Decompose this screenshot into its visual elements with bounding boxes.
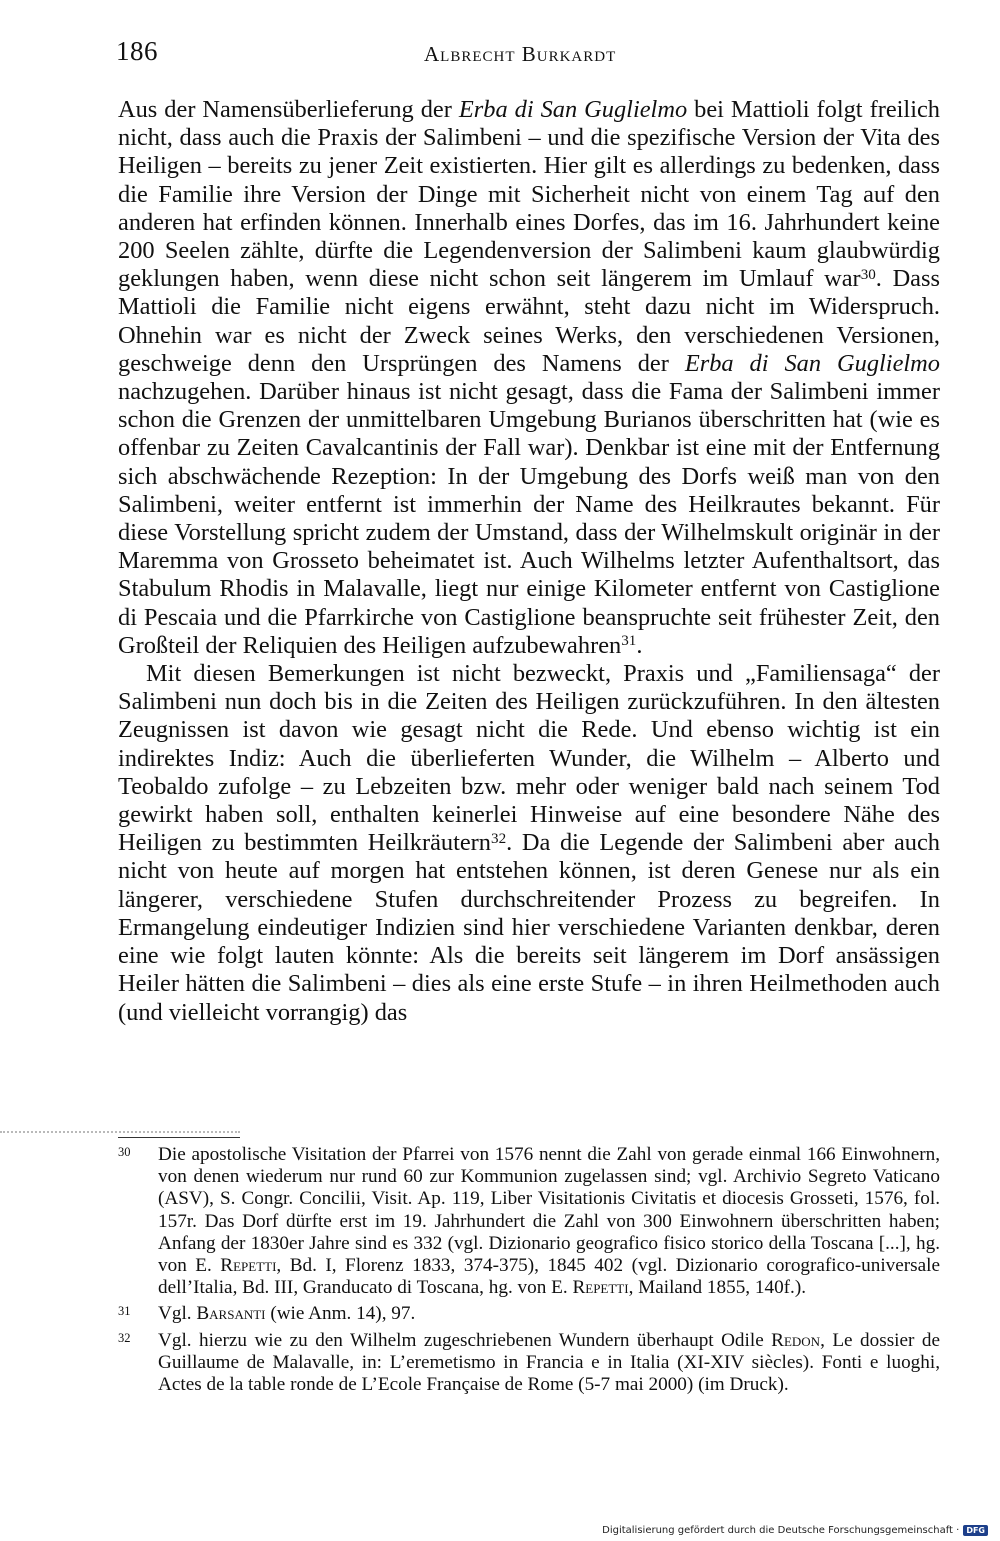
paragraph: [118, 660, 940, 1027]
footnote-marker: 31: [621, 633, 637, 650]
footnote: [118, 1303, 940, 1325]
text-run: .: [636, 631, 643, 659]
running-head-author: Albrecht Burkardt: [424, 42, 617, 66]
text-run: Die apostolische Visitation der Pfarrei von 1576 nennt die Zahl von gerade einmal 166 Einwohnern, von denen wiederum nur rund 60 zur Kommunion zugelassen sind; vgl. Archivio Segreto Vaticano (ASV), S. Congr. Concilii, Visit. Ap. 119, Liber Visitationis Civitatis et diocesis Grosseti, 1576, fol. 157r. Das Dorf dürfte erst im 19. Jahrhundert die Zahl von 300 Einwohnern überschritten haben; Anfang der 1830er Jahre sind es 332 (vgl. Dizionario geografico fisico storico della Toscana [...], hg. von E.: [158, 1144, 940, 1277]
text-run: (wie Anm. 14), 97.: [265, 1303, 416, 1325]
page-header: [114, 28, 940, 68]
italic-title: Erba di San Guglielmo: [684, 349, 940, 377]
text-run: nachzugehen. Darüber hinaus ist nicht gesagt, dass die Fama der Salimbeni immer schon die Grenzen der unmittelbaren Umgebung Burianos überschritten hat (wie es offenbar zu Zeiten Cavalcantinis der Fall war). Denkbar ist eine mit der Entfernung sich abschwächende Rezeption: In der Umgebung des Dorfs weiß man von den Salimbeni, weiter entfernt ist immerhin der Name des Heilkrautes bekannt. Für diese Vorstellung spricht zudem der Umstand, dass der Wilhelmskult originär in der Maremma von Grosseto beheimatet ist. Auch Wilhelms letzter Aufenthaltsort, das Stabulum Rhodis in Malavalle, liegt nur einige Kilometer entfernt von Castiglione di Pescaia und die Pfarrkirche von Castiglione beanspruchte seit frühester Zeit, den Großteil der Reliquien des Heiligen aufzubewahren: [118, 378, 940, 659]
footnote: [118, 1330, 940, 1397]
author-name: Barsanti: [196, 1303, 266, 1325]
text-run: , Bd. I, Florenz 1833, 374-375), 1845 402 (vgl. Dizionario corografico-universale dell’Italia, Bd. III, Granducato di Toscana, hg. von E.: [158, 1255, 940, 1299]
dfg-logo-icon: DFG: [963, 1525, 988, 1536]
text-run: . Dass Mattioli die Familie nicht eigens erwähnt, steht dazu nicht im Widerspruch. Ohnehin war es nicht der Zweck seines Werks, den verschiedenen Versionen, geschweige denn den Ursprüngen des Namens der: [118, 265, 940, 377]
text-run: Mit diesen Bemerkungen ist nicht bezweckt, Praxis und „Familiensaga“ der Salimbeni nun doch bis in die Zeiten des Heiligen zurückzuführen. In den ältesten Zeugnissen ist davon wie gesagt nicht die Rede. Und ebenso wichtig ist ein indirektes Indiz: Auch die überlieferten Wunder, die Wilhelm – Alberto und Teobaldo zufolge – zu Lebzeiten bzw. mehr oder weniger bald nach seinem Tod gewirkt haben soll, enthalten keinerlei Hinweise auf eine besondere Nähe des Heiligen zu bestimmten Heilkräutern: [118, 660, 940, 857]
digitization-text: Digitalisierung gefördert durch die Deutsche Forschungsgemeinschaft ·: [602, 1525, 960, 1536]
text-run: bei Mattioli folgt freilich nicht, dass auch die Praxis der Salimbeni – und die spezifische Version der Vita des Heiligen – bereits zu jener Zeit existierten. Hier gilt es allerdings zu bedenken, dass die Familie ihre Version der Dinge mit Sicherheit nicht von einem Tag auf den anderen hat erfinden können. Innerhalb eines Dorfes, das im 16. Jahrhundert keine 200 Seelen zählte, dürfte die Legendenversion der Salimbeni kaum glaubwürdig geklungen haben, wenn diese nicht schon seit längerem im Umlauf war: [118, 96, 940, 293]
footnote-marker: 30: [860, 266, 876, 283]
footnote-number: 31: [118, 1304, 131, 1319]
digitization-credit: [602, 1525, 988, 1536]
author-name: Repetti: [572, 1277, 629, 1299]
scan-dotted-line: [0, 1131, 240, 1133]
text-run: . Da die Legende der Salimbeni aber auch nicht von heute auf morgen hat entstehen können, ist deren Genese nur als ein längerer, verschiedene Stufen durchschreitender Prozess zu begreifen. In Ermangelung eindeutiger Indizien sind hier verschiedene Varianten denkbar, deren eine wie folgt lauten könnte: Als die bereits seit längerem im Dorf ansässigen Heiler hätten die Salimbeni – dies als eine erste Stufe – in ihren Heilmethoden auch (und vielleicht vorrangig) das: [118, 829, 941, 1026]
text-run: , Mailand 1855, 140f.).: [628, 1277, 807, 1299]
footnotes: [118, 1144, 940, 1400]
text-run: Vgl. hierzu wie zu den Wilhelm zugeschriebenen Wundern überhaupt Odile: [158, 1329, 772, 1351]
author-name: Repetti: [220, 1255, 277, 1277]
text-run: Aus der Namensüberlieferung der: [118, 96, 459, 123]
footnote-separator: [118, 1137, 240, 1138]
footnote-number: 30: [118, 1145, 131, 1159]
footnote-marker: 32: [491, 830, 507, 847]
paragraph: [118, 96, 940, 660]
text-run: , Le dossier de Guillaume de Malavalle, in: L’eremetismo in Francia e in Italia (XI-XIV siècles). Fonti e luoghi, Actes de la table ronde de L’Ecole Française de Rome (5-7 mai 2000) (im Druck).: [158, 1329, 940, 1396]
text-run: Vgl.: [158, 1303, 197, 1325]
italic-title: Erba di San Guglielmo: [458, 96, 688, 123]
footnote-number: 32: [118, 1330, 131, 1345]
page-number: 186: [116, 36, 158, 66]
footnote: [118, 1144, 940, 1299]
author-name: Redon: [771, 1329, 821, 1351]
body-text: [118, 96, 940, 1027]
